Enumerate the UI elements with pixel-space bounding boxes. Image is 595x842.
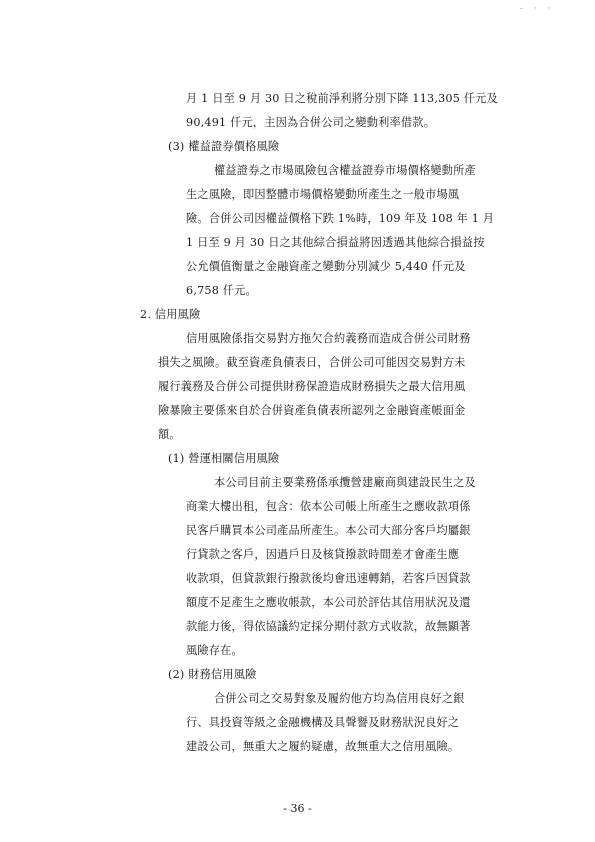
text-line: 額。 — [158, 428, 181, 441]
heading-credit-risk: 2. 信用風險 — [140, 308, 201, 321]
text-line: 履行義務及合併公司提供財務保證造成財務損失之最大信用風 — [158, 380, 466, 393]
heading-operating-credit-risk: (1) 營運相關信用風險 — [168, 452, 280, 465]
text-line: 行、具投資等級之金融機構及具聲譽及財務狀況良好之 — [186, 716, 460, 729]
text-line: 風險存在。 — [186, 644, 243, 657]
text-line: 信用風險係指交易對方拖欠合約義務而造成合併公司財務 — [186, 332, 471, 345]
text-line: 1 日至 9 月 30 日之其他綜合損益將因透過其他綜合損益按 — [186, 236, 485, 249]
text-line: 民客戶購買本公司產品所產生。本公司大部分客戶均屬銀 — [186, 524, 471, 537]
heading-financial-credit-risk: (2) 財務信用風險 — [168, 668, 257, 681]
text-line: 險暴險主要係來自於合併資產負債表所認列之金融資產帳面金 — [158, 404, 466, 417]
page-number: - 36 - — [283, 802, 312, 815]
text-line: 本公司目前主要業務係承攬營建廠商與建設民生之及 — [214, 476, 476, 489]
text-line: 公允價值衡量之金融資產之變動分別減少 5,440 仟元及 — [186, 260, 466, 273]
text-line: 額度不足產生之應收帳款，本公司於評估其信用狀況及還 — [186, 596, 471, 609]
text-line: 建設公司，無重大之履約疑慮，故無重大之信用風險。 — [186, 740, 460, 753]
text-line: 權益證券之市場風險包含權益證券市場價格變動所產 — [214, 164, 476, 177]
text-line: 險。合併公司因權益價格下跌 1%時，109 年及 108 年 1 月 — [186, 212, 495, 225]
corner-marks: - · · — [520, 4, 555, 14]
text-line: 商業大樓出租，包含：依本公司帳上所產生之應收款項係 — [186, 500, 471, 513]
text-line: 6,758 仟元。 — [186, 284, 257, 297]
text-line: 行貸款之客戶，因過戶日及核貸撥款時間差才會產生應 — [186, 548, 460, 561]
text-line: 90,491 仟元，主因為合併公司之變動利率借款。 — [186, 116, 436, 129]
text-line: 月 1 日至 9 月 30 日之稅前淨利將分別下降 113,305 仟元及 — [186, 92, 498, 105]
text-line: 款能力後，得依協議約定採分期付款方式收款，故無顯著 — [186, 620, 471, 633]
text-line: 收款項，但貸款銀行撥款後均會迅速轉銷，若客戶因貸款 — [186, 572, 471, 585]
heading-equity-price-risk: (3) 權益證券價格風險 — [168, 140, 280, 153]
text-line: 生之風險，即因整體市場價格變動所產生之一般市場風 — [186, 188, 460, 201]
text-line: 合併公司之交易對象及履約他方均為信用良好之銀 — [214, 692, 465, 705]
text-line: 損失之風險。截至資產負債表日，合併公司可能因交易對方未 — [158, 356, 466, 369]
